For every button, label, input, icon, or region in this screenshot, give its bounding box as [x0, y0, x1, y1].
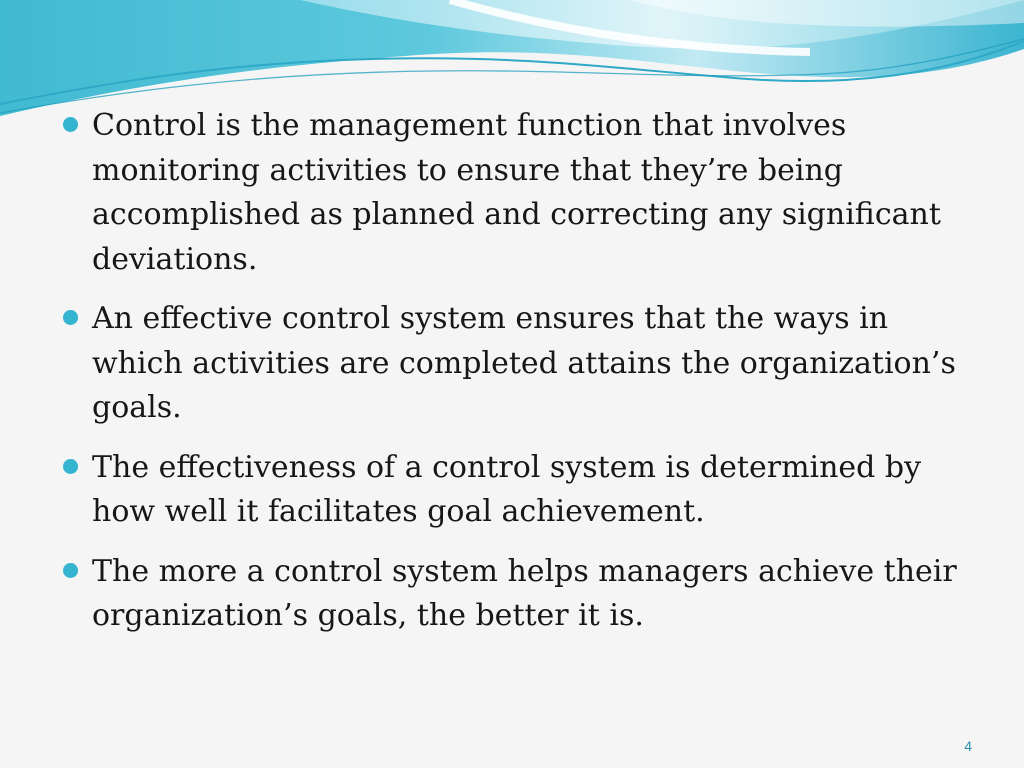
bullet-item	[62, 104, 962, 282]
bullet-text: An effective control system ensures that the ways in which activities are completed attains the organization’s goals.	[92, 301, 956, 425]
page-number: 4	[964, 738, 972, 754]
bullet-text: Control is the management function that involves monitoring activities to ensure that they’re being accomplished as planned and correcting any significant deviations.	[92, 108, 941, 277]
bullet-text: The effectiveness of a control system is determined by how well it facilitates goal achievement.	[92, 449, 922, 529]
bullet-item	[62, 297, 962, 431]
bullet-dot-icon	[63, 310, 78, 325]
bullet-dot-icon	[63, 563, 78, 578]
bullet-text: The more a control system helps managers achieve their organization’s goals, the better it is.	[92, 553, 957, 633]
bullet-item	[62, 446, 962, 535]
bullet-item	[62, 550, 962, 639]
bullet-dot-icon	[63, 459, 78, 474]
bullet-list	[62, 104, 962, 654]
bullet-dot-icon	[63, 117, 78, 132]
